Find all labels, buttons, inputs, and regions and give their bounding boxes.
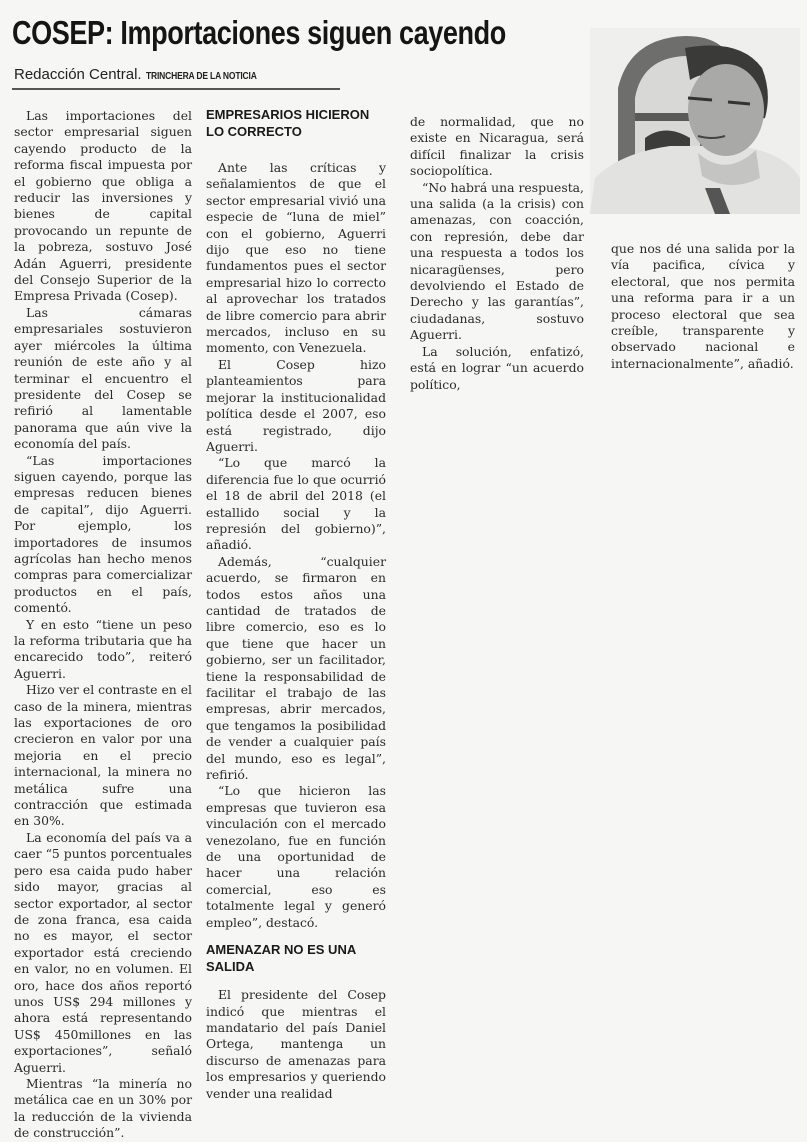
paragraph: El presidente del Cosep indicó que mientras el mandatario del país Daniel Ortega, mantenga un discurso de amenazas para los empresarios y queriendo vender una realidad: [206, 987, 386, 1101]
portrait-photo-icon: [590, 28, 800, 214]
byline: [14, 66, 334, 83]
paragraph: de normalidad, que no existe en Nicaragua, será difícil finalizar la crisis sociopolítica.: [410, 114, 584, 179]
article-column-2: [206, 106, 386, 1102]
byline-author: Redacción Central.: [14, 66, 142, 83]
subheading-amenazar: AMENAZAR NO ES UNA SALIDA: [206, 942, 356, 975]
paragraph: “Lo que marcó la diferencia fue lo que ocurrió el 18 de abril del 2018 (el estallido social y la represión del gobierno)”, añadió.: [206, 455, 386, 553]
byline-rule: [12, 88, 340, 90]
paragraph: Además, “cualquier acuerdo, se firmaron en todos estos años una cantidad de tratados de libre comercio, eso es lo que tiene que hacer un gobierno, ser un facilitador, tiene la responsabilidad de facilitar el trabajo de las empresas, abrir mercados, que tengamos la posibilidad de vender a cualquier país del mundo, eso es legal”, refirió.: [206, 553, 386, 783]
paragraph: “No habrá una respuesta, una salida (a la crisis) con amenazas, con coacción, con represión, debe dar una respuesta a todos los nicaragüenses, pero devolviendo el Estado de Derecho y las garantías”, ciudadanas, sostuvo Aguerri.: [410, 179, 584, 343]
paragraph: La solución, enfatizó, está en lograr “un acuerdo político,: [410, 343, 584, 392]
paragraph: El Cosep hizo planteamientos para mejorar la institucionalidad política desde el 2007, eso está registrado, dijo Aguerri.: [206, 356, 386, 454]
article-column-3: [410, 114, 584, 393]
byline-section: TRINCHERA DE LA NOTICIA: [145, 71, 257, 82]
paragraph: “Lo que hicieron las empresas que tuvieron esa vinculación con el mercado venezolano, fue en función de una oportunidad de hacer una relación comercial, eso es totalmente legal y generó empleo”, destacó.: [206, 783, 386, 930]
paragraph: Y en esto “tiene un peso la reforma tributaria que ha encarecido todo”, reiteró Aguerri.: [14, 616, 192, 681]
article-headline: COSEP: Importaciones siguen cayendo: [12, 14, 506, 51]
paragraph: que nos dé una salida por la vía pacifica, cívica y electoral, que nos permita una reforma para ir a un proceso electoral que sea creíble, transparente y observado nacional e internacionalmente”, añadió.: [611, 241, 795, 371]
article-column-1: [14, 108, 192, 1142]
paragraph: Las cámaras empresariales sostuvieron ayer miércoles la última reunión de este año y al terminar el encuentro el presidente del Cosep se refirió al lamentable panorama que aún vive la economía del país.: [14, 304, 192, 452]
paragraph: Mientras “la minería no metálica cae en un 30% por la reducción de la vivienda de construcción”.: [14, 1075, 192, 1141]
paragraph: Hizo ver el contraste en el caso de la minera, mientras las exportaciones de oro crecieron en valor por una mejoria en el precio internacional, la minera no metálica sufre una contracción que estimada en 30%.: [14, 682, 192, 829]
article-column-4: [611, 241, 795, 372]
paragraph: Las importaciones del sector empresarial siguen cayendo producto de la reforma fiscal impuesta por el gobierno que obliga a reducir las inversiones y bienes de capital provocando un repunte de la pobreza, sostuvo José Adán Aguerri, presidente del Consejo Superior de la Empresa Privada (Cosep).: [14, 108, 192, 304]
paragraph: Ante las críticas y señalamientos de que el sector empresarial vivió una especie de “luna de miel” con el gobierno, Aguerri dijo que eso no tiene fundamentos pues el sector empresarial hizo lo correcto al aprovechar los tratados de libre comercio para abrir mercados, incluso en su momento, con Venezuela.: [206, 160, 386, 356]
paragraph: La economía del país va a caer “5 puntos porcentuales pero esa caida pudo haber sido mayor, gracias al sector exportador, al sector de zona franca, esa caida no es mayor, el sector exportador está creciendo en valor, no en volumen. El oro, hace dos años reportó unos US$ 294 millones y ahora está representando US$ 450millones en las exportaciones”, señaló Aguerri.: [14, 829, 192, 1075]
paragraph: “Las importaciones siguen cayendo, porque las empresas reducen bienes de capital”, dijo Aguerri. Por ejemplo, los importadores de insumos agrícolas han hecho menos compras para comercializar productos en el país, comentó.: [14, 452, 192, 616]
subheading-empresarios: EMPRESARIOS HICIERON LO CORRECTO: [206, 107, 370, 139]
